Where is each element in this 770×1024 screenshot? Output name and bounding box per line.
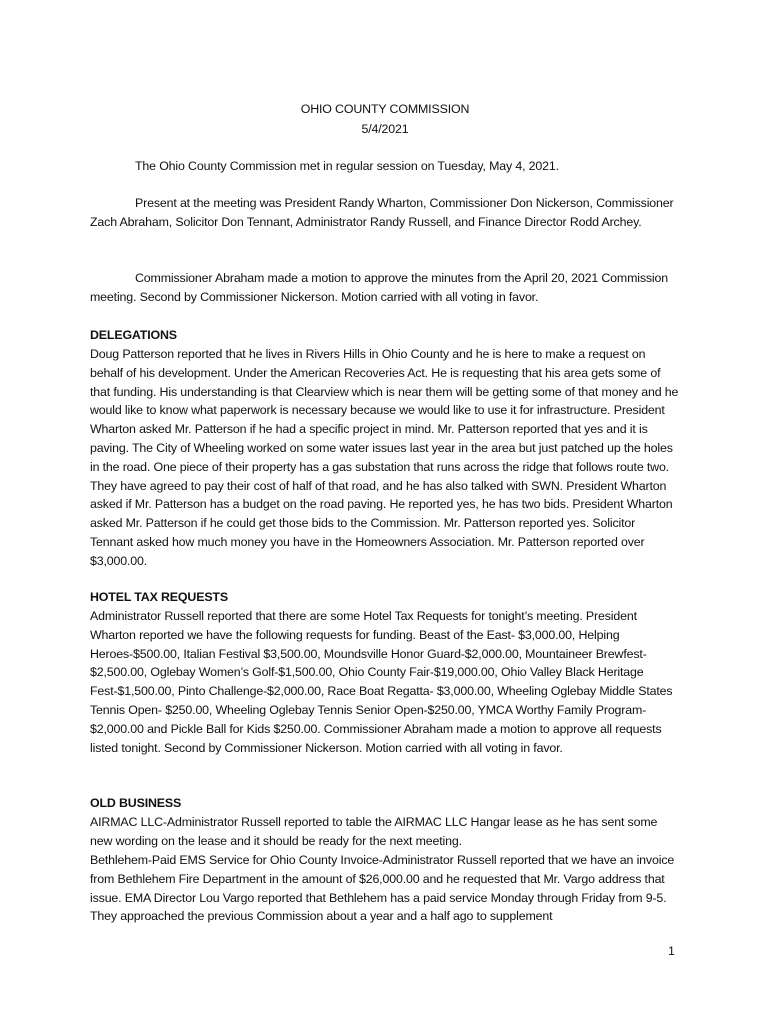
- delegations-paragraph: Doug Patterson reported that he lives in Rivers Hills in Ohio County and he is here to make a request on behalf of his development. Under the American Recoveries Act. He is requesting that his area gets some of that funding. His understanding is that Clearview which is near them will be getting some of that money and he would like to know what paperwork is necessary because we would like to use it for infrastructure. President Wharton asked Mr. Patterson if he had a specific project in mind. Mr. Patterson reported that yes and it is paving. The City of Wheeling worked on some water issues last year in the area but just patched up the holes in the road. One piece of their property has a gas substation that runs across the ridge that follows route two. They have agreed to pay their cost of half of that road, and he has also talked with SWN. President Wharton asked if Mr. Patterson has a budget on the road paving. He reported yes, he has two bids. President Wharton asked Mr. Patterson if he could get those bids to the Commission. Mr. Patterson reported yes. Solicitor Tennant asked how much money you have in the Homeowners Association. Mr. Patterson reported over $3,000.00.: [90, 347, 679, 568]
- document-date: 5/4/2021: [361, 122, 409, 136]
- section-heading-old-business: OLD BUSINESS: [90, 796, 182, 810]
- attendance-paragraph: Present at the meeting was President Randy Wharton, Commissioner Don Nickerson, Commissioner Zach Abraham, Solicitor Don Tennant, Administrator Randy Russell, and Finance Director Rodd Archey.: [90, 196, 674, 229]
- page-number: 1: [668, 944, 675, 958]
- section-heading-delegations: DELEGATIONS: [90, 328, 177, 342]
- session-paragraph: The Ohio County Commission met in regular session on Tuesday, May 4, 2021.: [135, 159, 559, 173]
- minutes-paragraph: Commissioner Abraham made a motion to approve the minutes from the April 20, 2021 Commission meeting. Second by Commissioner Nickerson. Motion carried with all voting in favor.: [90, 271, 669, 304]
- hotel-tax-paragraph: Administrator Russell reported that there are some Hotel Tax Requests for tonight’s meeting. President Wharton reported we have the following requests for funding. Beast of the East- $3,000.00, Helping Heroes-$500.00, Italian Festival $3,500.00, Moundsville Honor Guard-$2,000.00, Mountaineer Brewfest- $2,500.00, Oglebay Women’s Golf-$1,500.00, Ohio County Fair-$19,000.00, Ohio Valley Black Heritage Fest-$1,500.00, Pinto Challenge-$2,000.00, Race Boat Regatta- $3,000.00, Wheeling Oglebay Middle States Tennis Open- $250.00, Wheeling Oglebay Tennis Senior Open-$250.00, YMCA Worthy Family Program- $2,000.00 and Pickle Ball for Kids $250.00. Commissioner Abraham made a motion to approve all requests listed tonight. Second by Commissioner Nickerson. Motion carried with all voting in favor.: [90, 609, 673, 755]
- bethlehem-paragraph: Bethlehem-Paid EMS Service for Ohio County Invoice-Administrator Russell reported that we have an invoice from Bethlehem Fire Department in the amount of $26,000.00 and he requested that Mr. Vargo address that issue. EMA Director Lou Vargo reported that Bethlehem has a paid service Monday through Friday from 9-5. They approached the previous Commission about a year and a half ago to supplement: [90, 853, 675, 924]
- document-title: OHIO COUNTY COMMISSION: [300, 102, 470, 116]
- section-heading-hotel-tax: HOTEL TAX REQUESTS: [90, 590, 228, 604]
- airmac-paragraph: AIRMAC LLC-Administrator Russell reported to table the AIRMAC LLC Hangar lease as he has sent some new wording on the lease and it should be ready for the next meeting.: [90, 815, 658, 848]
